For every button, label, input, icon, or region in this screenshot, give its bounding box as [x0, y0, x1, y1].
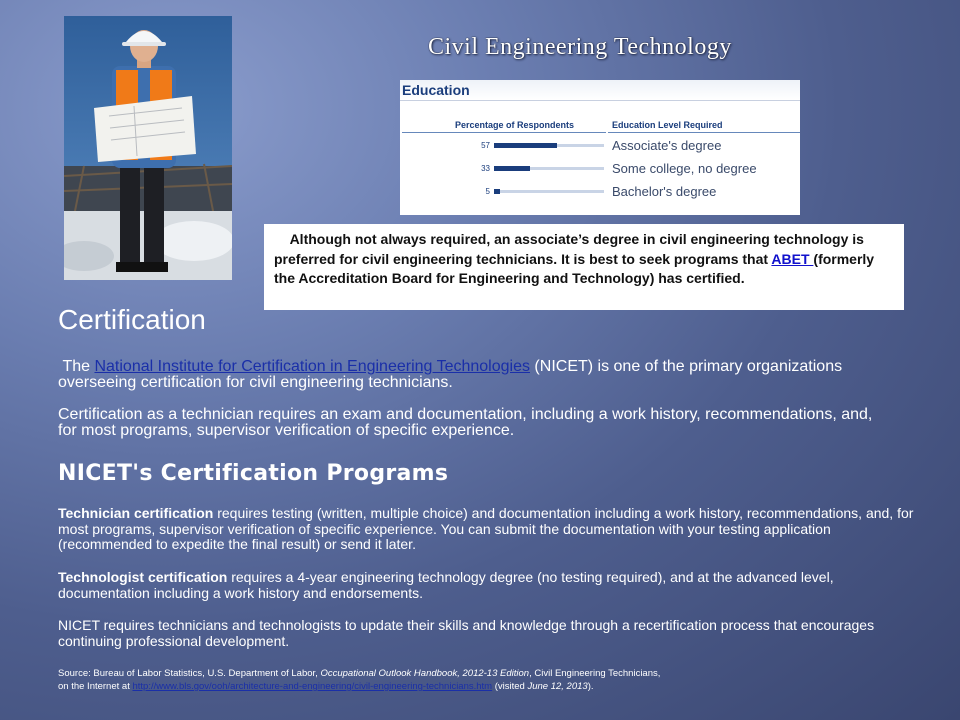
- technologist-certification-term: Technologist certification: [58, 569, 228, 585]
- education-chart: [400, 80, 800, 215]
- certification-paragraph-1: [58, 359, 888, 391]
- certification-heading: Certification: [58, 304, 206, 335]
- source-visited-date: June 12, 2013: [527, 681, 588, 692]
- source-suffix: , Civil Engineering Technicians,: [529, 668, 661, 679]
- source-visited-suffix: ).: [587, 681, 594, 692]
- education-bar-track: [494, 190, 604, 193]
- note-text-after: (formerly the Accreditation Board for Engineering and Technology) has certified.: [274, 250, 875, 286]
- education-bar-track: [494, 167, 604, 170]
- page-title: Civil Engineering Technology: [428, 34, 732, 60]
- source-citation: [58, 667, 918, 693]
- engineer-photo: [64, 16, 232, 280]
- education-level: Associate's degree: [612, 138, 722, 153]
- education-value: 33: [481, 164, 490, 173]
- recertification-paragraph: NICET requires technicians and technologists to update their skills and knowledge through a recertification process that encourages continuing professional development.: [58, 617, 875, 649]
- p1-after: (NICET) is one of the primary organizations overseeing certification for civil engineering technicians.: [58, 358, 843, 391]
- source-line2-prefix: on the Internet at: [58, 681, 133, 692]
- education-level: Bachelor's degree: [612, 184, 717, 199]
- education-value: 5: [485, 187, 490, 196]
- nicet-link[interactable]: National Institute for Certification in Engineering Technologies: [94, 358, 530, 375]
- education-row: [400, 138, 800, 158]
- abet-link[interactable]: ABET: [771, 250, 814, 267]
- education-row: [400, 161, 800, 181]
- technologist-certification-paragraph: [58, 570, 918, 601]
- source-handbook: Occupational Outlook Handbook, 2012-13 Edition: [320, 668, 530, 679]
- column-divider-right: [608, 132, 800, 133]
- education-bar-track: [494, 144, 604, 147]
- column-divider-left: [402, 132, 606, 133]
- education-level: Some college, no degree: [612, 161, 757, 176]
- nicet-programs-heading: NICET's Certification Programs: [58, 461, 449, 486]
- technician-certification-paragraph: [58, 506, 918, 553]
- technician-certification-term: Technician certification: [58, 505, 214, 521]
- source-visited-prefix: (visited: [492, 681, 528, 692]
- certification-paragraph-2: Certification as a technician requires an exam and documentation, including a work history, recommendations, and, for most programs, supervisor verification of specific experience.: [58, 406, 873, 439]
- technologist-certification-text: requires a 4-year engineering technology degree (no testing required), and at the advanced level, documentation including a work history and endorsements.: [58, 569, 834, 601]
- education-header: Education: [400, 80, 800, 101]
- associate-degree-note: [264, 224, 904, 310]
- source-prefix: Source: Bureau of Labor Statistics, U.S. Department of Labor,: [58, 668, 321, 679]
- education-bar: [494, 189, 500, 194]
- technician-certification-text: requires testing (written, multiple choice) and documentation including a work history, recommendations, and, for most programs, supervisor verification of specific experience. You can submit the documentation with your testing application (recommended to expedite the final result) or send it later.: [58, 505, 914, 552]
- education-bar: [494, 143, 557, 148]
- p1-before: The: [62, 358, 95, 375]
- percentage-column-header: Percentage of Respondents: [455, 120, 575, 130]
- education-row: [400, 184, 800, 204]
- note-text-before: Although not always required, an associate’s degree in civil engineering technology is preferred for civil engineering technicians. It is best to seek programs that: [274, 231, 864, 267]
- source-url-link[interactable]: http://www.bls.gov/ooh/architecture-and-engineering/civil-engineering-technicians.htm: [132, 681, 493, 692]
- education-value: 57: [481, 141, 490, 150]
- education-level-column-header: Education Level Required: [612, 120, 723, 130]
- education-bar: [494, 166, 530, 171]
